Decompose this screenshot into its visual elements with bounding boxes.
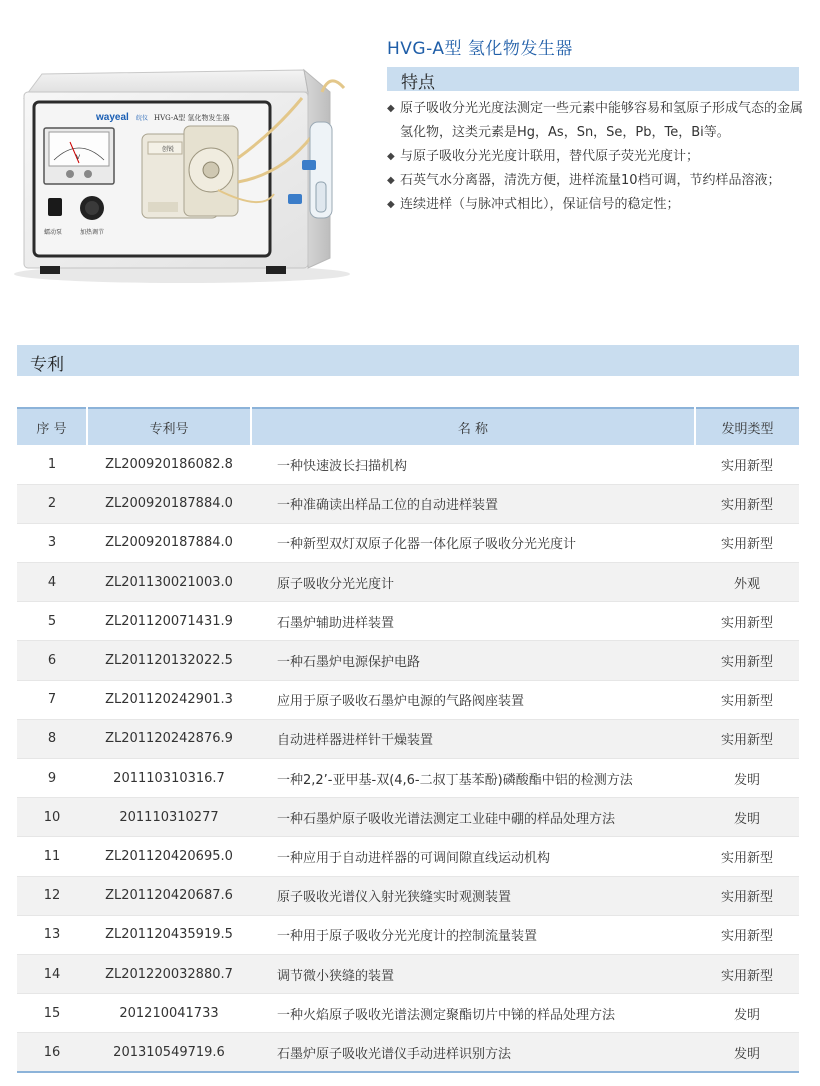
column-header-index: 序 号: [17, 408, 87, 445]
cell-type: 实用新型: [695, 680, 799, 719]
cell-type: 发明: [695, 759, 799, 798]
cell-index: 7: [17, 680, 87, 719]
cell-patent-number: 201110310277: [87, 798, 251, 837]
photo-pump-brand: 创锐: [162, 146, 175, 153]
photo-brand-cn: 皖仪: [136, 115, 149, 122]
cell-type: 发明: [695, 1033, 799, 1072]
cell-index: 16: [17, 1033, 87, 1072]
table-row: [17, 445, 799, 484]
cell-name: 自动进样器进样针干燥装置: [251, 719, 695, 758]
table-row: [17, 994, 799, 1033]
cell-patent-number: 201110310316.7: [87, 759, 251, 798]
cell-name: 石墨炉辅助进样装置: [251, 602, 695, 641]
cell-index: 10: [17, 798, 87, 837]
cell-name: 一种准确读出样品工位的自动进样装置: [251, 484, 695, 523]
cell-index: 4: [17, 563, 87, 602]
table-row: [17, 915, 799, 954]
feature-item: ◆ 原子吸收分光光度法测定一些元素中能够容易和氢原子形成气态的金属氢化物，这类元素是Hg，As，Sn，Se，Pb，Te，Bi等。: [387, 97, 807, 145]
cell-index: 8: [17, 719, 87, 758]
cell-index: 3: [17, 523, 87, 562]
patents-table-body: [17, 445, 799, 1072]
cell-patent-number: ZL201120071431.9: [87, 602, 251, 641]
cell-type: 实用新型: [695, 915, 799, 954]
cell-type: 实用新型: [695, 484, 799, 523]
cell-index: 6: [17, 641, 87, 680]
table-row: [17, 641, 799, 680]
cell-name: 一种火焰原子吸收光谱法测定聚酯切片中锑的样品处理方法: [251, 994, 695, 1033]
table-row: [17, 563, 799, 602]
cell-name: 一种应用于自动进样器的可调间隙直线运动机构: [251, 837, 695, 876]
product-title: HVG-A型 氢化物发生器: [387, 39, 573, 59]
cell-patent-number: ZL201220032880.7: [87, 954, 251, 993]
table-row: [17, 602, 799, 641]
cell-type: 外观: [695, 563, 799, 602]
cell-type: 实用新型: [695, 523, 799, 562]
table-row: [17, 759, 799, 798]
cell-patent-number: ZL201120435919.5: [87, 915, 251, 954]
cell-patent-number: ZL200920187884.0: [87, 484, 251, 523]
cell-type: 实用新型: [695, 837, 799, 876]
cell-patent-number: ZL201120420695.0: [87, 837, 251, 876]
cell-name: 一种石墨炉电源保护电路: [251, 641, 695, 680]
cell-index: 11: [17, 837, 87, 876]
photo-brand: wayeal: [96, 112, 129, 123]
cell-name: 一种用于原子吸收分光光度计的控制流量装置: [251, 915, 695, 954]
photo-meter-unit: V: [76, 154, 81, 161]
cell-patent-number: 201310549719.6: [87, 1033, 251, 1072]
cell-patent-number: ZL201120132022.5: [87, 641, 251, 680]
table-row: [17, 837, 799, 876]
feature-item: ◆ 与原子吸收分光光度计联用，替代原子荧光光度计；: [387, 145, 807, 169]
table-row: [17, 523, 799, 562]
cell-name: 一种快速波长扫描机构: [251, 445, 695, 484]
cell-type: 实用新型: [695, 641, 799, 680]
cell-name: 一种2,2’-亚甲基-双(4,6-二叔丁基苯酚)磷酸酯中铝的检测方法: [251, 759, 695, 798]
column-header-type: 发明类型: [695, 408, 799, 445]
cell-type: 发明: [695, 994, 799, 1033]
cell-type: 实用新型: [695, 954, 799, 993]
table-row: [17, 876, 799, 915]
features-heading: 特点: [401, 73, 435, 93]
patents-table: [17, 407, 799, 1073]
cell-patent-number: ZL200920186082.8: [87, 445, 251, 484]
feature-item: ◆ 石英气水分离器，清洗方便，进样流量10档可调，节约样品溶液；: [387, 169, 807, 193]
feature-list: [387, 97, 807, 217]
table-row: [17, 954, 799, 993]
cell-type: 实用新型: [695, 876, 799, 915]
product-photo: [12, 62, 360, 284]
feature-item: ◆ 连续进样（与脉冲式相比），保证信号的稳定性；: [387, 193, 807, 217]
cell-index: 15: [17, 994, 87, 1033]
cell-index: 5: [17, 602, 87, 641]
table-row: [17, 680, 799, 719]
patents-heading: 专利: [30, 355, 64, 375]
cell-type: 实用新型: [695, 719, 799, 758]
cell-index: 12: [17, 876, 87, 915]
cell-type: 实用新型: [695, 445, 799, 484]
cell-name: 一种新型双灯双原子化器一体化原子吸收分光光度计: [251, 523, 695, 562]
cell-name: 应用于原子吸收石墨炉电源的气路阀座装置: [251, 680, 695, 719]
cell-index: 9: [17, 759, 87, 798]
cell-patent-number: ZL200920187884.0: [87, 523, 251, 562]
cell-name: 石墨炉原子吸收光谱仪手动进样识别方法: [251, 1033, 695, 1072]
column-header-patent-number: 专利号: [87, 408, 251, 445]
table-row: [17, 1033, 799, 1072]
photo-model: HVG-A型 氢化物发生器: [154, 114, 230, 122]
photo-label-left: 蠕动泵: [44, 229, 63, 236]
cell-patent-number: ZL201120242876.9: [87, 719, 251, 758]
table-row: [17, 484, 799, 523]
cell-type: 发明: [695, 798, 799, 837]
column-header-name: 名 称: [251, 408, 695, 445]
table-row: [17, 798, 799, 837]
cell-name: 原子吸收光谱仪入射光狭缝实时观测装置: [251, 876, 695, 915]
cell-name: 一种石墨炉原子吸收光谱法测定工业硅中硼的样品处理方法: [251, 798, 695, 837]
cell-name: 原子吸收分光光度计: [251, 563, 695, 602]
table-header-row: [17, 408, 799, 445]
patents-heading-bar: [17, 345, 799, 376]
table-row: [17, 719, 799, 758]
cell-patent-number: 201210041733: [87, 994, 251, 1033]
cell-patent-number: ZL201120242901.3: [87, 680, 251, 719]
cell-index: 13: [17, 915, 87, 954]
cell-index: 2: [17, 484, 87, 523]
cell-name: 调节微小狭缝的装置: [251, 954, 695, 993]
photo-label-right: 加热调节: [80, 229, 105, 236]
features-heading-bar: [387, 67, 799, 91]
cell-patent-number: ZL201120420687.6: [87, 876, 251, 915]
cell-patent-number: ZL201130021003.0: [87, 563, 251, 602]
cell-index: 14: [17, 954, 87, 993]
cell-index: 1: [17, 445, 87, 484]
cell-type: 实用新型: [695, 602, 799, 641]
